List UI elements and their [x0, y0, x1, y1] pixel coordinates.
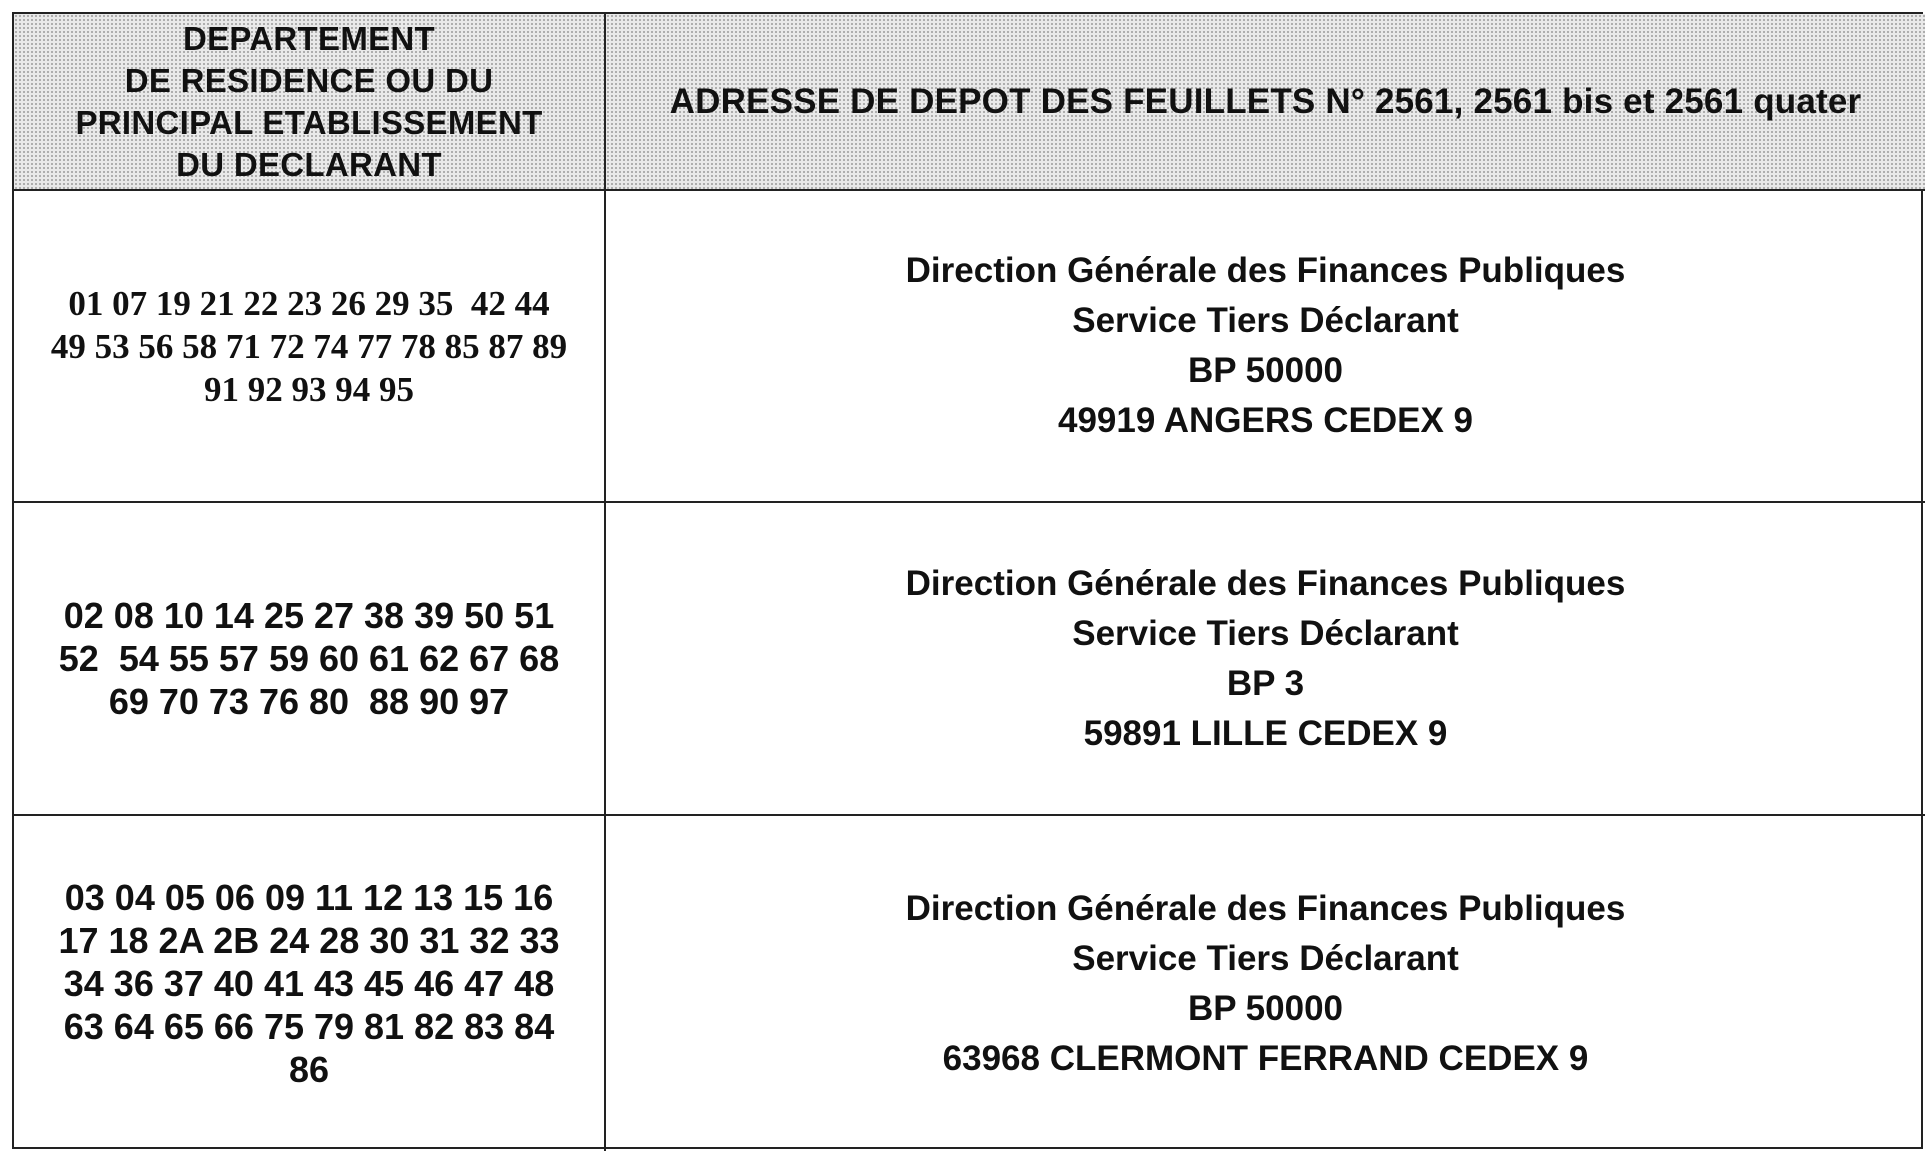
department-list-line: 91 92 93 94 95 — [204, 369, 414, 409]
address-line: BP 3 — [1226, 663, 1305, 703]
header-department-line: DU DECLARANT — [176, 145, 442, 183]
department-list-line: 69 70 73 76 80 88 90 97 — [108, 681, 510, 722]
row-1-address — [606, 189, 1925, 501]
header-department-line: DE RESIDENCE OU DU — [124, 61, 494, 99]
department-list-line: 02 08 10 14 25 27 38 39 50 51 — [63, 595, 555, 636]
row-1-departments — [14, 189, 606, 501]
address-line: Service Tiers Déclarant — [1072, 613, 1459, 653]
row-2-departments — [14, 501, 606, 814]
address-line: BP 50000 — [1187, 351, 1344, 390]
address-line: BP 50000 — [1187, 988, 1344, 1028]
department-list-line: 03 04 05 06 09 11 12 13 15 16 — [64, 877, 554, 918]
header-department-line: DEPARTEMENT — [182, 19, 436, 57]
department-list-line: 17 18 2A 2B 24 28 30 31 32 33 — [58, 920, 560, 961]
row-3-departments — [14, 814, 606, 1151]
row-3-address — [606, 814, 1925, 1151]
address-line: Direction Générale des Finances Publiques — [905, 563, 1626, 603]
department-list-line: 63 64 65 66 75 79 81 82 83 84 — [63, 1006, 555, 1047]
address-line: Service Tiers Déclarant — [1072, 938, 1459, 978]
address-line: Direction Générale des Finances Publiques — [905, 251, 1626, 290]
address-line: Direction Générale des Finances Publiques — [905, 888, 1626, 928]
header-address — [606, 14, 1925, 189]
department-list-line: 52 54 55 57 59 60 61 62 67 68 — [58, 638, 560, 679]
row-2-address — [606, 501, 1925, 814]
department-list-line: 49 53 56 58 71 72 74 77 78 85 87 89 — [50, 326, 568, 366]
address-line: 63968 CLERMONT FERRAND CEDEX 9 — [942, 1038, 1589, 1078]
department-list-line: 01 07 19 21 22 23 26 29 35 42 44 — [68, 283, 550, 323]
header-department — [14, 14, 606, 189]
address-line: Service Tiers Déclarant — [1072, 301, 1459, 340]
header-address-title: ADRESSE DE DEPOT DES FEUILLETS N° 2561, 2561 bis et 2561 quater — [669, 81, 1862, 121]
department-list-line: 86 — [288, 1049, 330, 1090]
department-list-line: 34 36 37 40 41 43 45 46 47 48 — [63, 963, 555, 1004]
address-table — [12, 12, 1923, 1149]
header-department-line: PRINCIPAL ETABLISSEMENT — [75, 103, 543, 141]
address-line: 49919 ANGERS CEDEX 9 — [1058, 401, 1473, 440]
address-line: 59891 LILLE CEDEX 9 — [1083, 713, 1448, 753]
